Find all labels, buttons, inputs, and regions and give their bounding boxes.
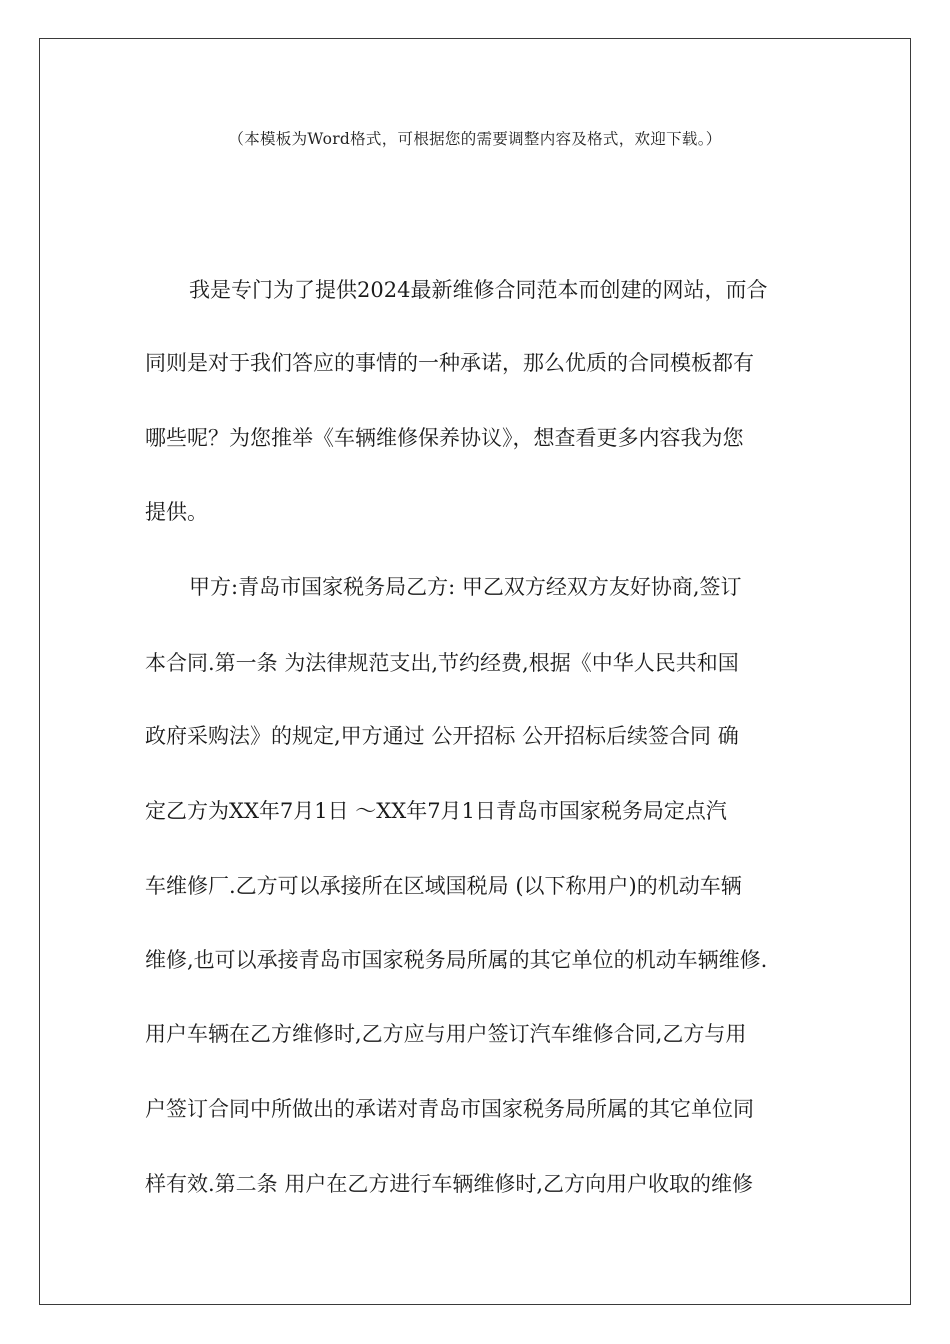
template-note: （本模板为Word格式，可根据您的需要调整内容及格式，欢迎下载。） (228, 130, 722, 148)
paragraph-line: 哪些呢？为您推举《车辆维修保养协议》，想查看更多内容我为您 (145, 426, 744, 450)
paragraph-line: 政府采购法》的规定,甲方通过 公开招标 公开招标后续签合同 确 (145, 724, 739, 748)
paragraph-line: 样有效.第二条 用户在乙方进行车辆维修时,乙方向用户收取的维修 (145, 1172, 754, 1196)
paragraph-line: 定乙方为XX年7月1日 ～XX年7月1日青岛市国家税务局定点汽 (145, 799, 727, 823)
paragraph-line: 户签订合同中所做出的承诺对青岛市国家税务局所属的其它单位同 (145, 1097, 754, 1121)
paragraph-line: 用户车辆在乙方维修时,乙方应与用户签订汽车维修合同,乙方与用 (145, 1022, 747, 1046)
paragraph-line: 甲方:青岛市国家税务局乙方: 甲乙双方经双方友好协商,签订 (189, 575, 742, 599)
paragraph-line: 同则是对于我们答应的事情的一种承诺，那么优质的合同模板都有 (145, 351, 754, 375)
paragraph-line: 本合同.第一条 为法律规范支出,节约经费,根据《中华人民共和国 (145, 651, 739, 675)
paragraph-line: 维修,也可以承接青岛市国家税务局所属的其它单位的机动车辆维修. (145, 948, 768, 972)
paragraph-line: 提供。 (145, 500, 208, 524)
paragraph-line: 车维修厂.乙方可以承接所在区域国税局 (以下称用户)的机动车辆 (145, 874, 742, 898)
paragraph-line: 我是专门为了提供2024最新维修合同范本而创建的网站，而合 (189, 278, 768, 302)
